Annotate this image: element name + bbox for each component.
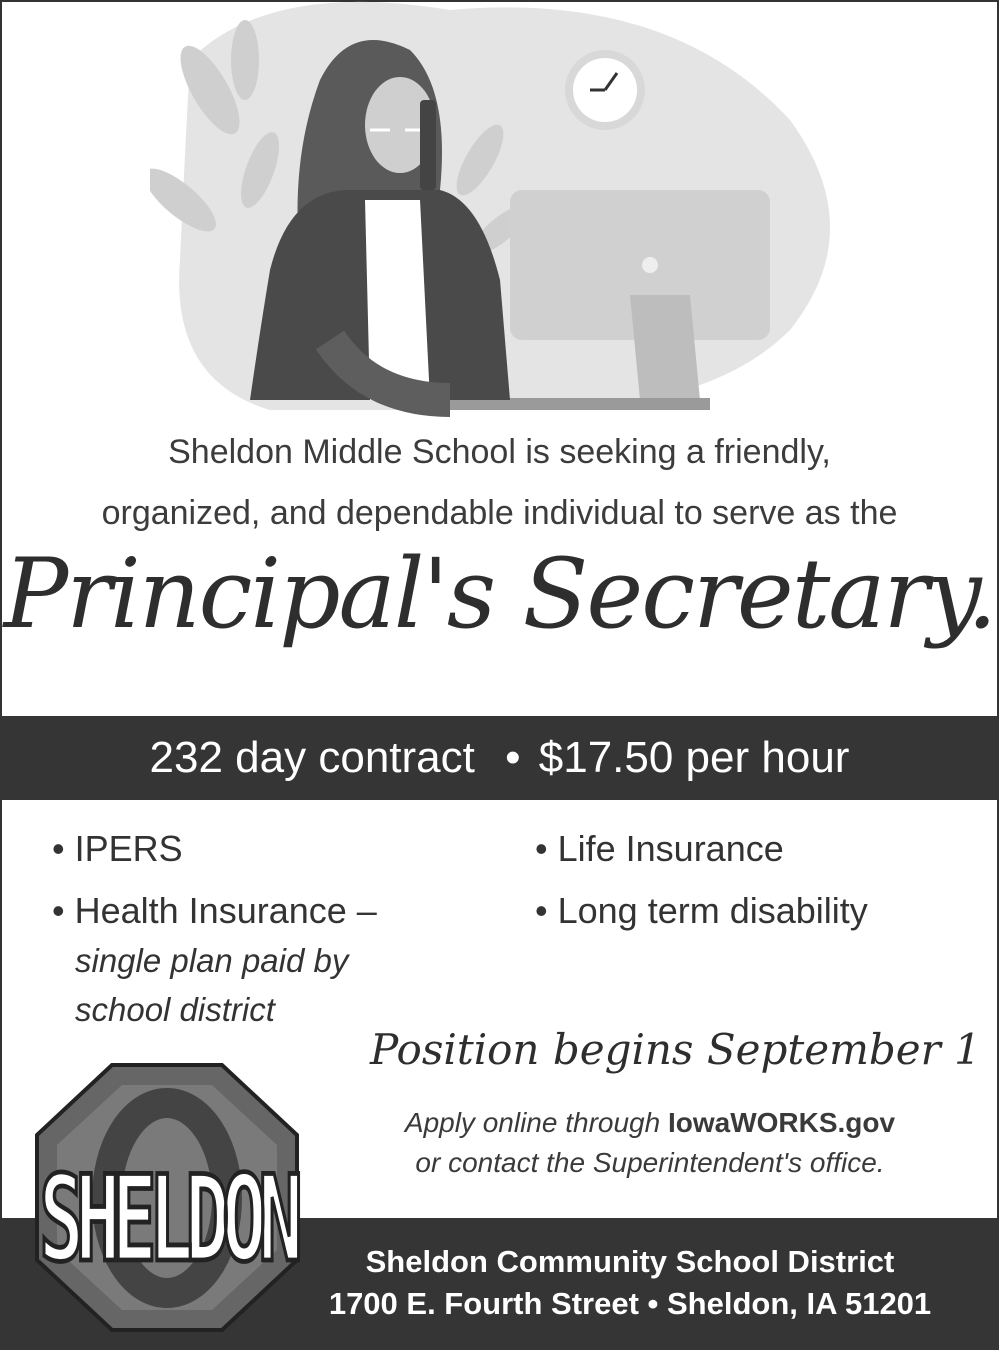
contract-length: 232 day contract — [149, 733, 475, 782]
benefit-health: • Health Insurance – — [52, 890, 377, 931]
pay-rate: $17.50 per hour — [538, 733, 850, 782]
apply-text: Apply online through — [404, 1107, 668, 1138]
intro-line-2: organized, and dependable individual to serve as the — [101, 494, 898, 532]
apply-line-1 — [340, 1107, 960, 1139]
sheldon-logo — [22, 1060, 312, 1335]
start-date: Position begins September 1 — [370, 1025, 981, 1074]
clock-icon — [565, 50, 645, 130]
benefit-disability: • Long term disability — [535, 890, 868, 931]
intro-line-1: Sheldon Middle School is seeking a friendly, — [168, 433, 831, 471]
job-title: Principal's Secretary. — [3, 538, 996, 650]
contract-band — [0, 716, 999, 800]
benefit-health-detail-2: school district — [75, 991, 275, 1028]
separator: • — [505, 733, 521, 782]
district-name: Sheldon Community School District — [365, 1244, 895, 1279]
district-address: 1700 E. Fourth Street • Sheldon, IA 51201 — [328, 1286, 932, 1321]
benefit-life: • Life Insurance — [535, 828, 784, 869]
benefit-health-detail-1: single plan paid by — [75, 942, 349, 979]
iowaworks-link[interactable]: IowaWORKS.gov — [667, 1107, 896, 1138]
svg-text:SHELDON: SHELDON — [39, 1150, 295, 1289]
benefit-ipers: • IPERS — [52, 828, 183, 869]
apply-line-2: or contact the Superintendent's office. — [415, 1147, 885, 1178]
secretary-illustration — [150, 0, 840, 420]
